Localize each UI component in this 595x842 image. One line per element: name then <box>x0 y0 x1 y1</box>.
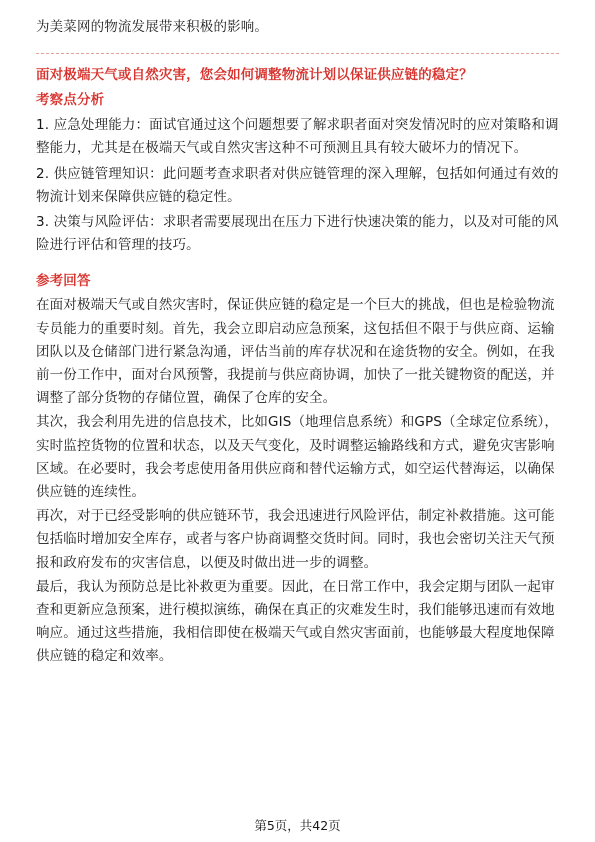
answer-paragraph: 其次，我会利用先进的信息技术，比如GIS（地理信息系统）和GPS（全球定位系统），实时监控货物的位置和状态，以及天气变化，及时调整运输路线和方式，避免灾害影响区域。在必要时，我会考虑使用备用供应商和替代运输方式，如空运代替海运，以确保供应链的连续性。 <box>36 414 559 501</box>
analysis-point: 1. 应急处理能力：面试官通过这个问题想要了解求职者面对突发情况时的应对策略和调整能力，尤其是在极端天气或自然灾害这种不可预测且具有较大破坏力的情况下。 <box>36 117 559 157</box>
answer-title: 参考回答 <box>36 273 91 290</box>
analysis-point: 3. 决策与风险评估：求职者需要展现出在压力下进行快速决策的能力，以及对可能的风险进行评估和管理的技巧。 <box>36 214 559 254</box>
question-heading: 面对极端天气或自然灾害，您会如何调整物流计划以保证供应链的稳定？ <box>36 67 473 84</box>
analysis-title: 考察点分析 <box>36 92 105 109</box>
intro-text: 为美菜网的物流发展带来积极的影响。 <box>36 19 269 35</box>
analysis-point: 2. 供应链管理知识：此问题考查求职者对供应链管理的深入理解，包括如何通过有效的物流计划来保障供应链的稳定性。 <box>36 165 559 205</box>
document-page <box>36 16 559 669</box>
section-divider <box>36 53 559 54</box>
answer-paragraph: 再次，对于已经受影响的供应链环节，我会迅速进行风险评估，制定补救措施。这可能包括临时增加安全库存，或者与客户协商调整交货时间。同时，我也会密切关注天气预报和政府发布的灾害信息，以便及时做出进一步的调整。 <box>36 508 555 571</box>
answer-paragraph: 在面对极端天气或自然灾害时，保证供应链的稳定是一个巨大的挑战，但也是检验物流专员能力的重要时刻。首先，我会立即启动应急预案，这包括但不限于与供应商、运输团队以及仓储部门进行紧急沟通，评估当前的库存状况和在途货物的安全。例如，在我前一份工作中，面对台风预警，我提前与供应商协调，加快了一批关键物资的配送，并调整了部分货物的存储位置，确保了仓库的安全。 <box>36 297 555 407</box>
answer-paragraph: 最后，我认为预防总是比补救更为重要。因此，在日常工作中，我会定期与团队一起审查和更新应急预案，进行模拟演练，确保在真正的灾难发生时，我们能够迅速而有效地响应。通过这些措施，我相信即使在极端天气或自然灾害面前，也能够最大程度地保障供应链的稳定和效率。 <box>36 578 555 665</box>
page-number: 第5页，共42页 <box>254 818 341 833</box>
